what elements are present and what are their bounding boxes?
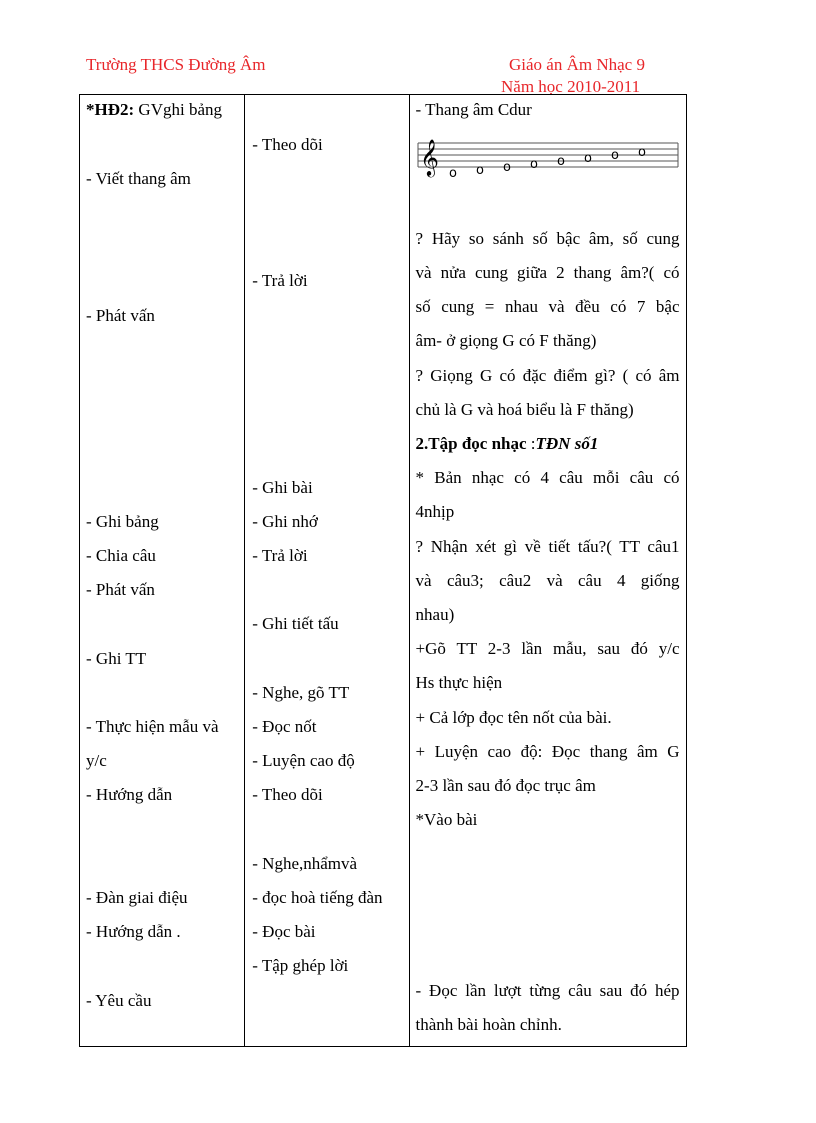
p3-line-1: +Gõ TT 2-3 lần mẫu, sau đó y/c [415, 639, 680, 658]
whole-note-7: o [610, 148, 619, 163]
hd2-heading: *HĐ2: GVghi bảng [86, 100, 222, 119]
teacher-demo-line-2: y/c [86, 751, 107, 770]
whole-note-1: o [448, 166, 457, 181]
header-school-year: Năm học 2010-2011 [501, 77, 641, 96]
whole-note-8: o [637, 145, 646, 160]
student-note-rhythm: - Ghi tiết tấu [252, 614, 339, 633]
q1-line-2: và nửa cung giữa 2 thang âm?( có [415, 263, 680, 282]
whole-note-2: o [475, 163, 484, 178]
teacher-write-scale: - Viết thang âm [86, 169, 191, 188]
q2-line-1: ? Giọng G có đặc điểm gì? ( có âm [415, 366, 680, 385]
p1-line-1: * Bản nhạc có 4 câu mỗi câu có [415, 468, 680, 487]
student-activities-column [245, 95, 409, 1047]
teacher-guide: - Hướng dẫn [86, 785, 173, 804]
lesson-plan-table [79, 94, 687, 1047]
student-listen-hum: - Nghe,nhẩmvà [252, 854, 358, 873]
header-subject: Giáo án Âm Nhạc 9 [509, 55, 645, 74]
student-follow-2: - Theo dõi [252, 785, 323, 804]
student-fit-lyrics: - Tập ghép lời [252, 956, 349, 975]
p7-line-2: thành bài hoàn chỉnh. [415, 1015, 562, 1034]
teacher-write-board: - Ghi bảng [86, 512, 159, 531]
student-memorize: - Ghi nhớ [252, 512, 318, 531]
student-read-notes: - Đọc nốt [252, 717, 317, 736]
q2-line-2: chủ là G và hoá biểu là F thăng) [415, 400, 634, 419]
p2-line-1: ? Nhận xét gì về tiết tấu?( TT câu1 [415, 537, 680, 556]
teacher-activities-column [80, 95, 245, 1047]
student-answer-2: - Trả lời [252, 546, 308, 565]
p2-line-2: và câu3; câu2 và câu 4 giống [415, 571, 680, 590]
p6-line: *Vào bài [415, 810, 478, 829]
teacher-guide-2: - Hướng dẫn . [86, 922, 181, 941]
student-follow: - Theo dõi [252, 135, 323, 154]
p7-line-1: - Đọc lần lượt từng câu sau đó hép [415, 981, 680, 1000]
q1-line-1: ? Hãy so sánh số bậc âm, số cung [415, 229, 680, 248]
student-read-along: - đọc hoà tiếng đàn [252, 888, 383, 907]
teacher-write-rhythm: - Ghi TT [86, 649, 147, 668]
p1-line-2: 4nhịp [415, 502, 455, 521]
q1-line-3: số cung = nhau và đều có 7 bậc [415, 297, 680, 316]
whole-note-4: o [529, 157, 538, 172]
p4-line: + Cả lớp đọc tên nốt của bài. [415, 708, 612, 727]
teacher-question: - Phát vấn [86, 306, 155, 325]
p3-line-2: Hs thực hiện [415, 673, 503, 692]
section-2-heading: 2.Tập đọc nhạc :TĐN số1 [415, 434, 599, 453]
content-column [409, 95, 686, 1047]
p5-line-1: + Luyện cao độ: Đọc thang âm G [415, 742, 680, 761]
scale-title: - Thang âm Cdur [415, 100, 532, 119]
teacher-demo-line-1: - Thực hiện mẫu và [86, 717, 219, 736]
teacher-require: - Yêu cầu [86, 991, 152, 1010]
p5-line-2: 2-3 lần sau đó đọc trục âm [415, 776, 596, 795]
student-note-lesson: - Ghi bài [252, 478, 313, 497]
q1-line-4: âm- ở giọng G có F thăng) [415, 331, 597, 350]
teacher-play-melody: - Đàn giai điệu [86, 888, 188, 907]
treble-clef-icon: 𝄞 [419, 138, 439, 176]
whole-note-3: o [502, 160, 511, 175]
student-pitch-practice: - Luyện cao độ [252, 751, 355, 770]
c-major-scale-staff [416, 137, 680, 181]
teacher-split-phrases: - Chia câu [86, 546, 156, 565]
teacher-question-2: - Phát vấn [86, 580, 155, 599]
student-read-song: - Đọc bài [252, 922, 316, 941]
student-listen-tap: - Nghe, gõ TT [252, 683, 350, 702]
whole-note-5: o [556, 154, 565, 169]
header-school-name: Trường THCS Đường Âm [86, 55, 266, 74]
student-answer: - Trả lời [252, 271, 308, 290]
whole-note-6: o [583, 151, 592, 166]
p2-line-3: nhau) [415, 605, 455, 624]
